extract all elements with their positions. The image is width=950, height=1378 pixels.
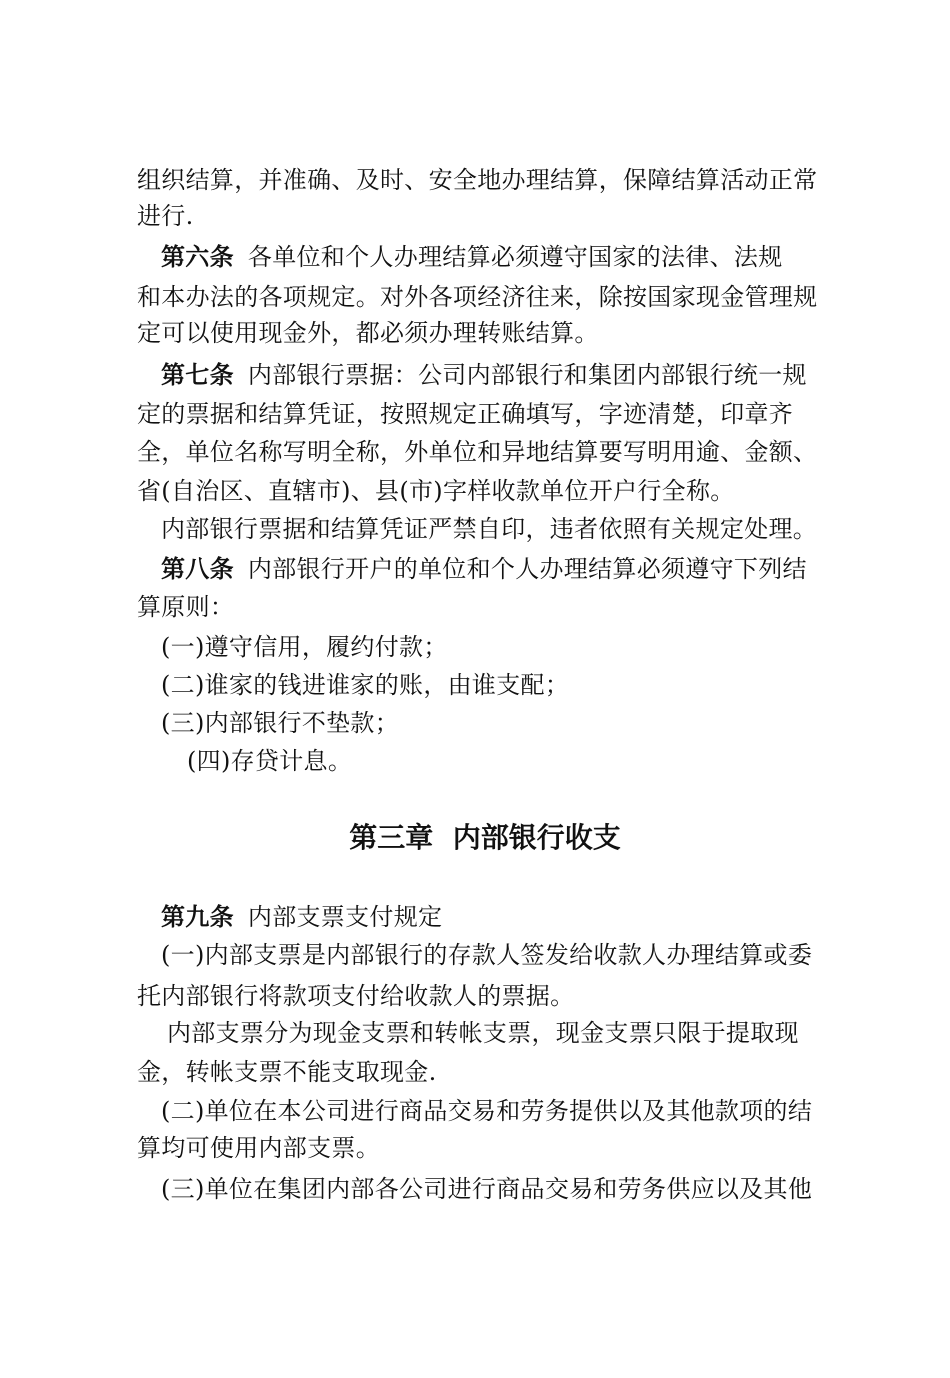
- text-line: 金，转帐支票不能支取现金.: [137, 1058, 437, 1086]
- text-line: 组织结算，并准确、及时、安全地办理结算，保障结算活动正常: [137, 166, 818, 194]
- article-9-label: 第九条: [161, 903, 234, 931]
- text-line: 算原则：: [137, 593, 235, 621]
- article-8-line: [161, 552, 861, 586]
- list-item: (三)内部银行不垫款；: [161, 709, 400, 737]
- text-line: 内部银行票据和结算凭证严禁自印，违者依照有关规定处理。: [161, 515, 818, 543]
- text-line: (二)单位在本公司进行商品交易和劳务提供以及其他款项的结: [161, 1097, 813, 1125]
- text-line: 托内部银行将款项支付给收款人的票据。: [137, 982, 575, 1010]
- list-item: (四)存贷计息。: [187, 747, 353, 775]
- text-line: 进行.: [137, 202, 194, 230]
- article-7-line: [161, 358, 861, 392]
- text-line: 算均可使用内部支票。: [137, 1134, 380, 1162]
- text-line: 内部支票分为现金支票和转帐支票，现金支票只限于提取现: [167, 1019, 799, 1047]
- text-line: 定可以使用现金外，都必须办理转账结算。: [137, 319, 599, 347]
- article-8-label: 第八条: [161, 555, 234, 583]
- article-9-line: [161, 900, 861, 934]
- text-line: 全，单位名称写明全称，外单位和异地结算要写明用逾、金额、: [137, 438, 818, 466]
- text-segment: 内部支票支付规定: [247, 903, 443, 931]
- article-6-label: 第六条: [161, 243, 234, 271]
- chapter-title: 第三章 内部银行收支: [349, 821, 621, 854]
- text-segment: 各单位和个人办理结算必须遵守国家的法律、法规: [247, 243, 783, 271]
- article-6-line: [161, 240, 861, 274]
- text-line: (三)单位在集团内部各公司进行商品交易和劳务供应以及其他: [161, 1175, 813, 1203]
- article-7-label: 第七条: [161, 361, 234, 389]
- list-item: (二)谁家的钱进谁家的账，由谁支配；: [161, 671, 570, 699]
- text-line: 省(自治区、直辖市)、县(市)字样收款单位开户行全称。: [137, 477, 735, 505]
- list-item: (一)遵守信用，履约付款；: [161, 633, 448, 661]
- text-line: 定的票据和结算凭证，按照规定正确填写，字迹清楚，印章齐: [137, 400, 794, 428]
- text-segment: 内部银行开户的单位和个人办理结算必须遵守下列结: [247, 555, 807, 583]
- text-line: (一)内部支票是内部银行的存款人签发给收款人办理结算或委: [161, 941, 813, 969]
- text-segment: 内部银行票据：公司内部银行和集团内部银行统一规: [247, 361, 807, 389]
- text-line: 和本办法的各项规定。对外各项经济往来，除按国家现金管理规: [137, 283, 818, 311]
